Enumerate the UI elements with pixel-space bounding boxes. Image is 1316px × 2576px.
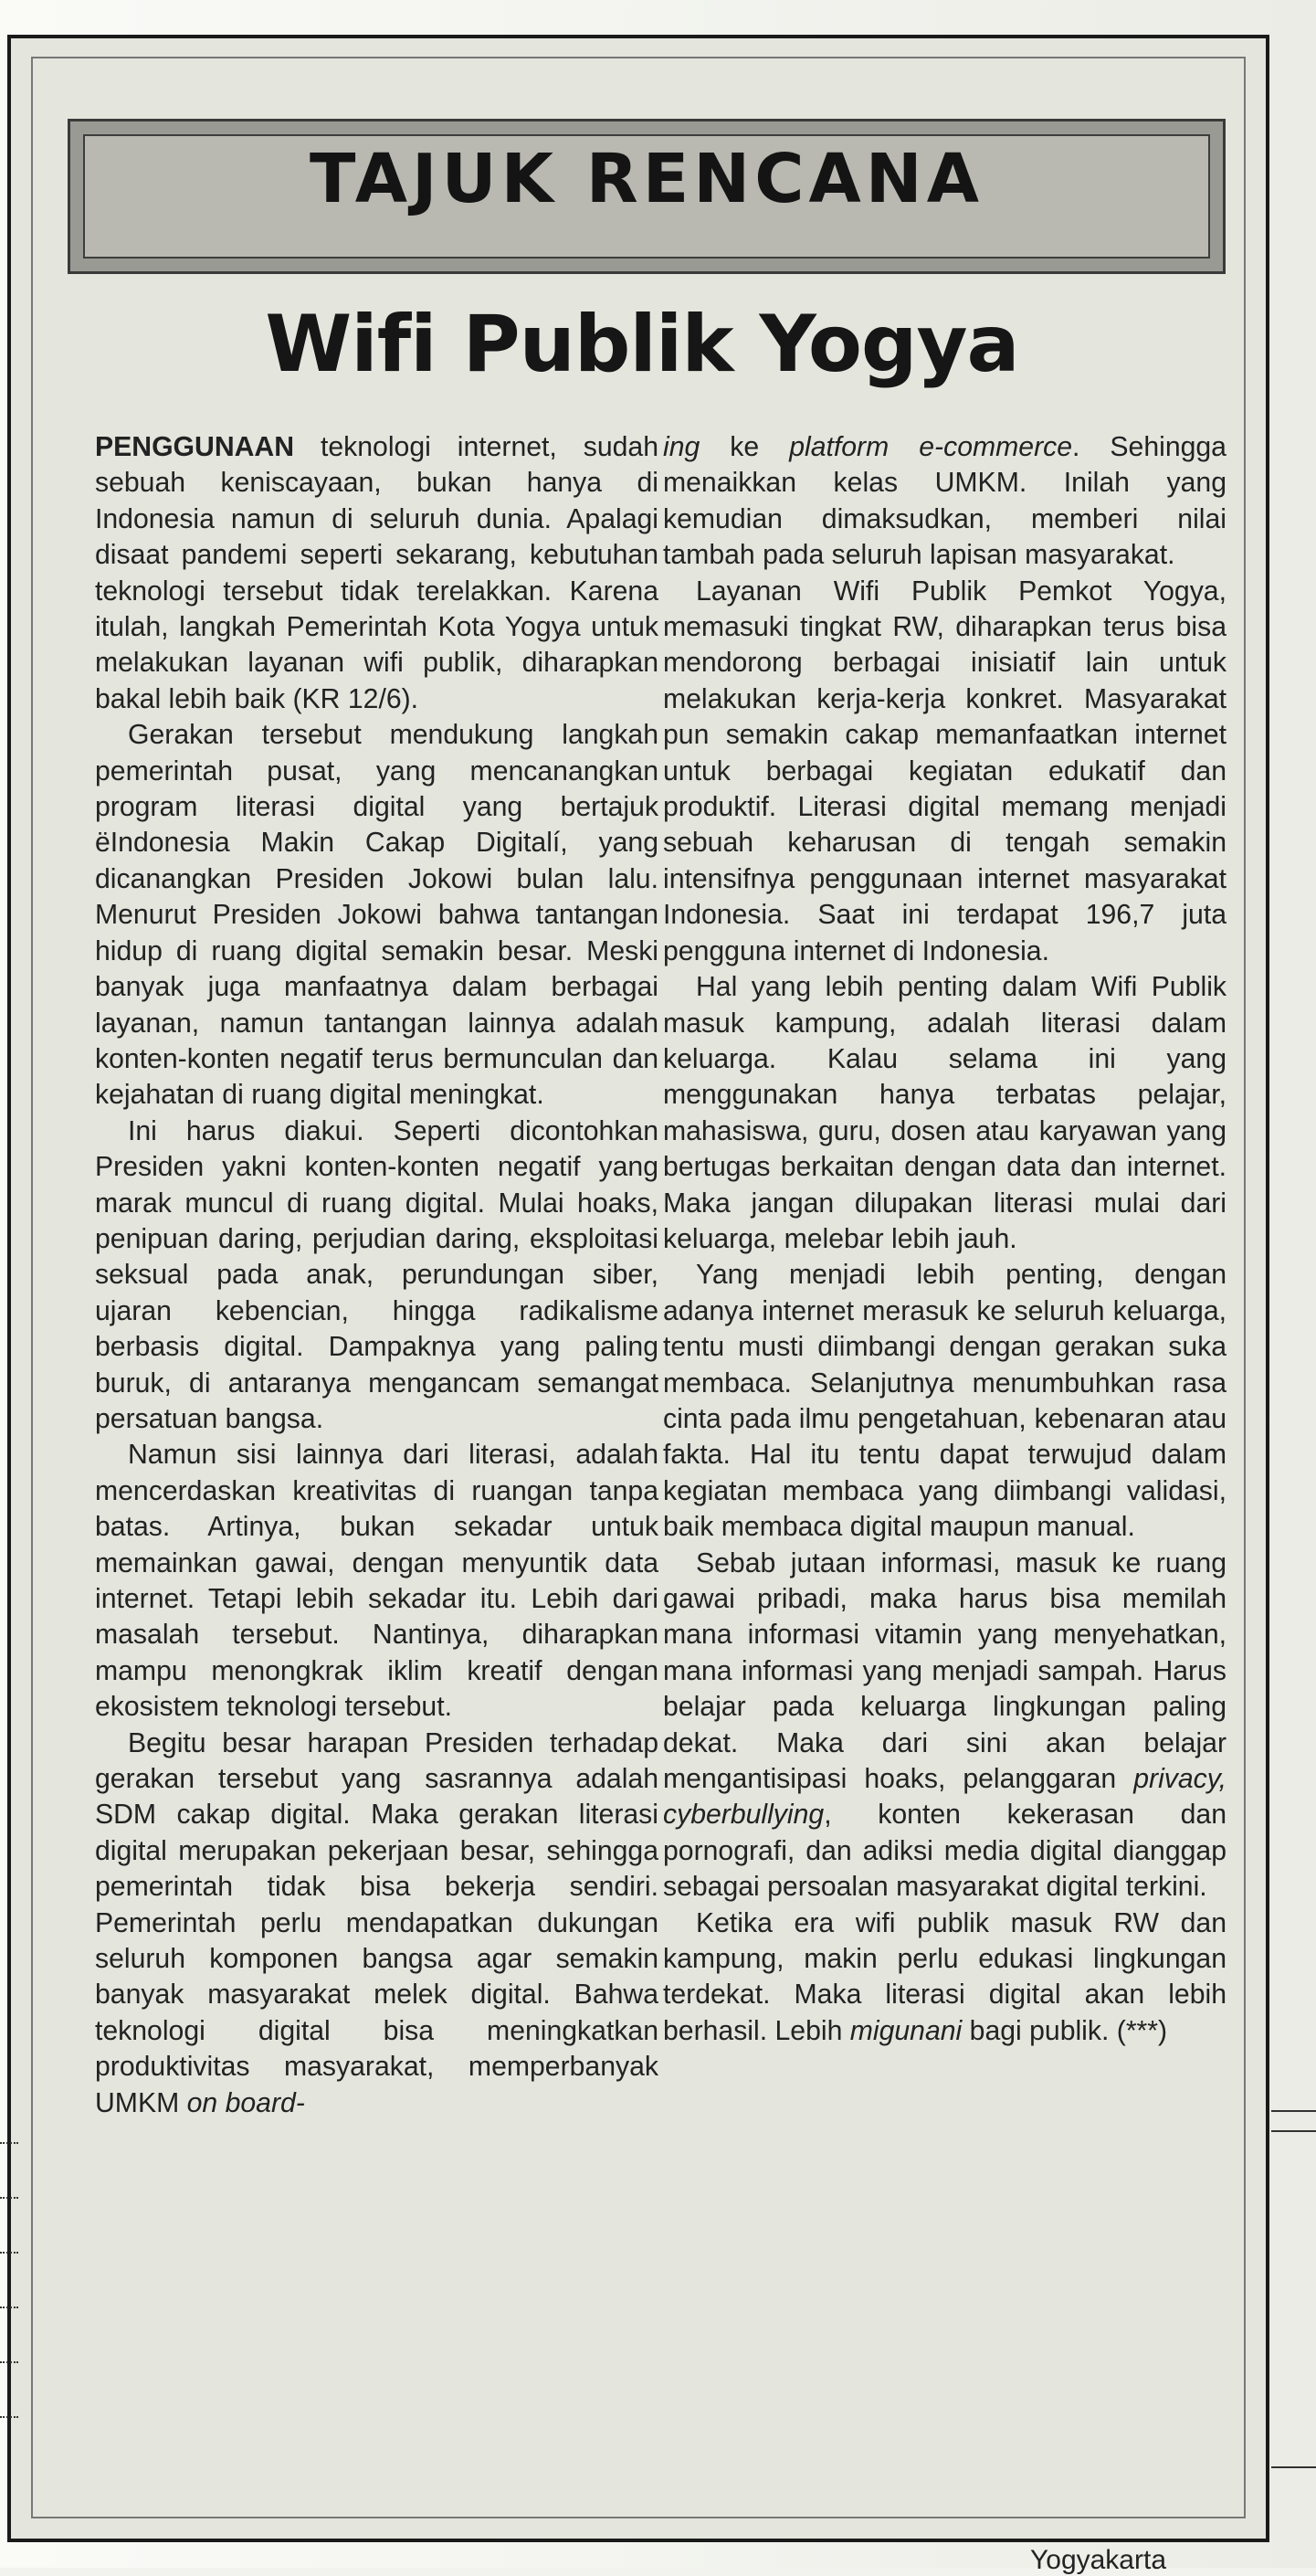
newspaper-clipping [7,35,1269,2542]
italic-text: privacy, cyberbullying [663,1764,1227,1831]
article-column-left [95,429,658,2121]
dotted-rule [0,2197,18,2199]
paragraph: Layanan Wifi Publik Pemkot Yogya, memasuki tingkat RW, diharapkan terus bisa mendorong berbagai inisiatif lain untuk melakukan kerja-kerja konkret. Masyarakat pun semakin cakap memanfaatkan internet untuk berbagai kegiatan edukatif dan produktif. Literasi digital memang menjadi sebuah keharusan di tengah semakin intensifnya penggunaan internet masyarakat Indonesia. Saat ini terdapat 196,7 juta pengguna internet di Indonesia. [663,575,1227,966]
rule-line [1271,2130,1316,2132]
paragraph-text: , konten kekerasan dan pornografi, dan adiksi media digital dianggap sebagai persoalan masyarakat digital terkini. [663,1800,1227,1903]
paragraph-text: bagi publik. (***) [962,2015,1168,2046]
paragraph-text: ke [700,432,790,462]
paragraph [663,429,1227,574]
paragraph [663,1906,1227,2050]
paragraph-text: teknologi internet, sudah sebuah keniscayaan, bukan hanya di Indonesia namun di seluruh dunia. Apalagi disaat pandemi seperti sekarang, kebutuhan teknologi tersebut tidak terelakkan. Karena itulah, langkah Pemerintah Kota Yogya untuk melakukan layanan wifi publik, diharapkan bakal lebih baik (KR 12/6). [95,432,658,714]
italic-text: platform e-commerce [789,432,1072,462]
paragraph: Namun sisi lainnya dari literasi, adalah mencerdaskan kreativitas di ruangan tanpa batas. Artinya, bukan sekadar untuk memainkan gawai, dengan menyuntik data internet. Tetapi lebih sekadar itu. Lebih dari masalah tersebut. Nantinya, diharapkan mampu menongkrak iklim kreatif dengan ekosistem teknologi tersebut. [95,1440,658,1723]
rule-line [1271,2466,1316,2468]
dotted-rule [0,2361,18,2363]
article-column-right [663,429,1227,2049]
paragraph: Hal yang lebih penting dalam Wifi Publik masuk kampung, adalah literasi dalam keluarga. Kalau selama ini yang menggunakan hanya terbatas pelajar, mahasiswa, guru, dosen atau karyawan yang bertugas berkaitan dengan data dan internet. Maka jangan dilupakan literasi mulai dari keluarga, melebar lebih jauh. [663,972,1227,1254]
dotted-rule [0,2416,18,2418]
right-margin-rules [1271,2110,1316,2476]
paragraph-text: Ketika era wifi publik masuk RW dan kampung, makin perlu edukasi lingkungan terdekat. Maka literasi digital akan lebih berhasil. Lebih [663,1907,1227,2046]
paragraph [95,1726,658,2121]
italic-text: migunani [849,2015,963,2046]
dotted-rule [0,2252,18,2254]
italic-text: ing [663,432,700,462]
rule-line [1271,2110,1316,2112]
footer-location: Yogyakarta [1030,2545,1167,2575]
section-label: TAJUK RENCANA [310,140,984,218]
italic-text: on board- [186,2087,305,2118]
paragraph [95,429,658,717]
paragraph [663,1546,1227,1906]
paragraph-text: Sebab jutaan informasi, masuk ke ruang gawai pribadi, maka harus bisa memilah mana informasi vitamin yang menyehatkan, mana informasi yang menjadi sampah. Harus belajar pada keluarga lingkungan paling dekat. Maka dari sini akan belajar mengantisipasi hoaks, pelanggaran [663,1547,1227,1795]
article-headline: Wifi Publik Yogya [265,299,1019,390]
paragraph-text: . Sehingga menaikkan kelas UMKM. Inilah yang kemudian dimaksudkan, memberi nilai tambah pada seluruh lapisan masyarakat. [663,432,1227,571]
left-margin-rules [0,2142,18,2471]
section-header-box [68,119,1226,274]
paragraph: Yang menjadi lebih penting, dengan adanya internet merasuk ke seluruh keluarga, tentu musti diimbangi dengan gerakan suka membaca. Selanjutnya menumbuhkan rasa cinta pada ilmu pengetahuan, kebenaran atau fakta. Hal itu tentu dapat terwujud dalam kegiatan membaca yang diimbangi validasi, baik membaca digital maupun manual. [663,1260,1227,1543]
dotted-rule [0,2142,18,2144]
paragraph: Gerakan tersebut mendukung langkah pemerintah pusat, yang mencanangkan program literasi digital yang bertajuk ëIndonesia Makin Cakap Digitalí, yang dicanangkan Presiden Jokowi bulan lalu. Menurut Presiden Jokowi bahwa tantangan hidup di ruang digital semakin besar. Meski banyak juga manfaatnya dalam berbagai layanan, namun tantangan lainnya adalah konten-konten negatif terus bermunculan dan kejahatan di ruang digital meningkat. [95,720,658,1111]
paragraph-text: Begitu besar harapan Presiden terhadap gerakan tersebut yang sasrannya adalah SDM cakap digital. Maka gerakan literasi digital merupakan pekerjaan besar, sehingga pemerintah tidak bisa bekerja sendiri. Pemerintah perlu mendapatkan dukungan seluruh komponen bangsa agar semakin banyak masyarakat melek digital. Bahwa teknologi digital bisa meningkatkan produktivitas masyarakat, memperbanyak UMKM [95,1727,658,2118]
paragraph: Ini harus diakui. Seperti dicontohkan Presiden yakni konten-konten negatif yang marak muncul di ruang digital. Mulai hoaks, penipuan daring, perjudian daring, eksploitasi seksual pada anak, perundungan siber, ujaran kebencian, hingga radikalisme berbasis digital. Dampaknya yang paling buruk, di antaranya mengancam semangat persatuan bangsa. [95,1115,658,1434]
lead-word: PENGGUNAAN [95,432,295,462]
dotted-rule [0,2307,18,2308]
